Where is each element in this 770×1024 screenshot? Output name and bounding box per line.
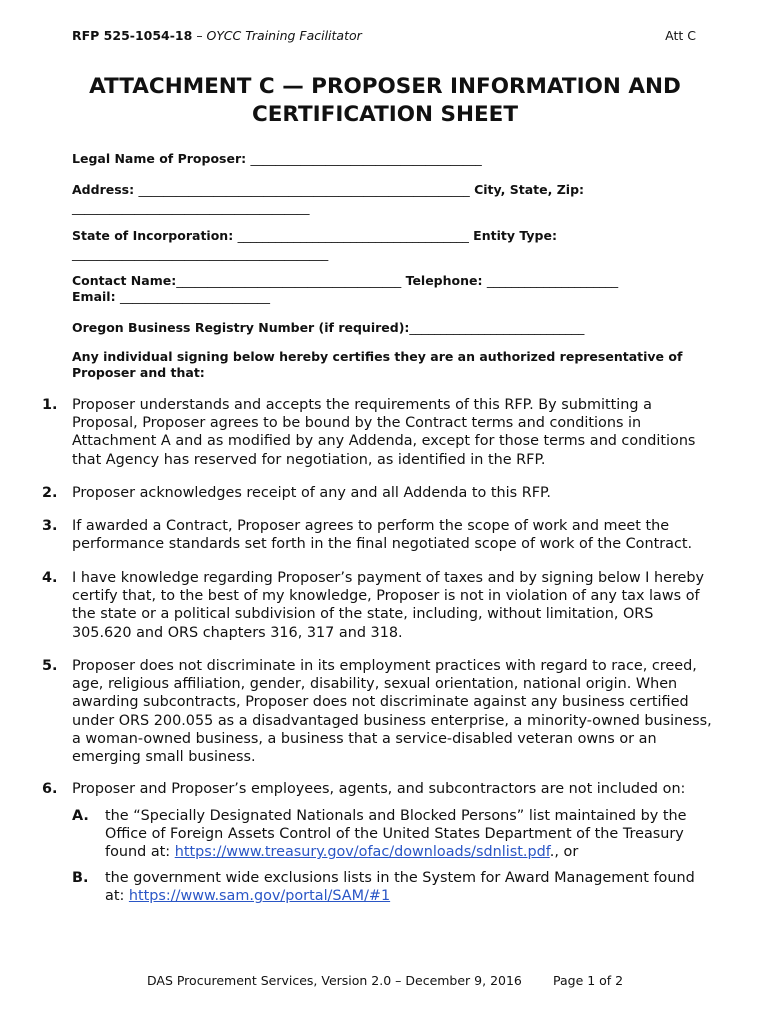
item-number: 1. [42,397,58,413]
item-text: Proposer understands and accepts the requirements of this RFP. By submitting a Proposal, Proposer agrees to be bound by the Contract terms and conditions in Attachment A and as modified by any Addenda, except for those terms and conditions that Agency has reserved for negotiation, as identified in the RFP. [72,397,696,468]
item-number: 3. [42,518,58,534]
entity-type-label: Entity Type: [473,228,557,243]
email-blank[interactable]: ________________________ [119,289,270,304]
sub-item-body: the “Specially Designated Nationals and Blocked Persons” list maintained by the Office of Foreign Assets Control of the United States Department of the Treasury found at: [105,808,687,861]
sub-item-text [105,807,712,862]
legal-name-label: Legal Name of Proposer: [72,151,247,166]
rfp-number: RFP 525-1054-18 [72,28,193,43]
sub-item-text [105,869,712,905]
city-label: City, State, Zip: [474,182,585,197]
rfp-title: OYCC Training Facilitator [206,28,362,43]
item-number: 5. [42,658,58,674]
city-blank[interactable]: ______________________________________ [72,200,310,215]
item-text: If awarded a Contract, Proposer agrees to perform the scope of work and meet the performance standards set forth in the final negotiated scope of work of the Contract. [72,518,693,553]
item-text: I have knowledge regarding Proposer’s payment of taxes and by signing below I hereby certify that, to the best of my knowledge, Proposer is not in violation of any tax laws of the state or a political subdivision of the state, including, without limitation, ORS 305.620 and ORS chapters 316, 317 and 318. [72,570,705,641]
contact-name-label: Contact Name: [72,273,177,288]
title-line-1: ATTACHMENT C — PROPOSER INFORMATION AND [89,74,681,99]
item-text: Proposer does not discriminate in its employment practices with regard to race, creed, age, religious affiliation, gender, disability, sexual orientation, national origin. When awarding subcontracts, Proposer does not discriminate against any business certified under ORS 200.055 as a disadvantaged business enterprise, a minority-owned business, a woman-owned business, a business that a service-disabled veteran owns or an emerging small business. [72,658,712,766]
sub-item [72,869,712,905]
list-item [42,657,712,766]
sub-item [72,807,712,862]
item-text: Proposer and Proposer’s employees, agents, and subcontractors are not included on: [72,781,686,797]
list-item [42,569,712,642]
list-item [42,517,712,553]
telephone-blank[interactable]: _____________________ [486,273,619,288]
telephone-label: Telephone: [405,273,483,288]
certification-intro: Any individual signing below hereby certifies they are an authorized representative of Proposer and that: [72,349,683,380]
sam-portal-link[interactable]: https://www.sam.gov/portal/SAM/#1 [128,888,391,905]
title-line-2: CERTIFICATION SHEET [251,102,519,127]
registry-blank[interactable]: ____________________________ [409,320,585,335]
item-number: 2. [42,485,58,501]
sdn-list-link[interactable]: https://www.treasury.gov/ofac/downloads/sdnlist.pdf [174,844,550,861]
sub-item-label: B. [72,870,89,886]
registry-label: Oregon Business Registry Number (if required): [72,320,410,335]
entity-type-blank[interactable]: _________________________________________ [72,246,329,261]
list-item [42,484,712,502]
list-item [42,780,712,798]
state-incorporation-label: State of Incorporation: [72,228,234,243]
legal-name-blank[interactable]: _____________________________________ [250,151,482,166]
header-separator: – [192,28,207,43]
attachment-tag: Att C [665,28,696,43]
item-number: 4. [42,570,58,586]
item-text: Proposer acknowledges receipt of any and all Addenda to this RFP. [72,485,551,501]
list-item [42,396,712,469]
page-number: Page 1 of 2 [553,973,624,988]
sub-item-body: the government wide exclusions lists in the System for Award Management found at: [105,870,695,905]
item-number: 6. [42,781,58,797]
sub-item-after: ., or [549,844,579,861]
certification-list [42,0,712,1024]
sub-item-label: A. [72,808,89,824]
email-label: Email: [72,289,116,304]
contact-name-blank[interactable]: ____________________________________ [176,273,402,288]
address-label: Address: [72,182,135,197]
state-incorporation-blank[interactable]: _____________________________________ [237,228,469,243]
address-blank[interactable]: _____________________________________________________ [138,182,470,197]
footer-version: DAS Procurement Services, Version 2.0 – December 9, 2016 [147,973,522,988]
